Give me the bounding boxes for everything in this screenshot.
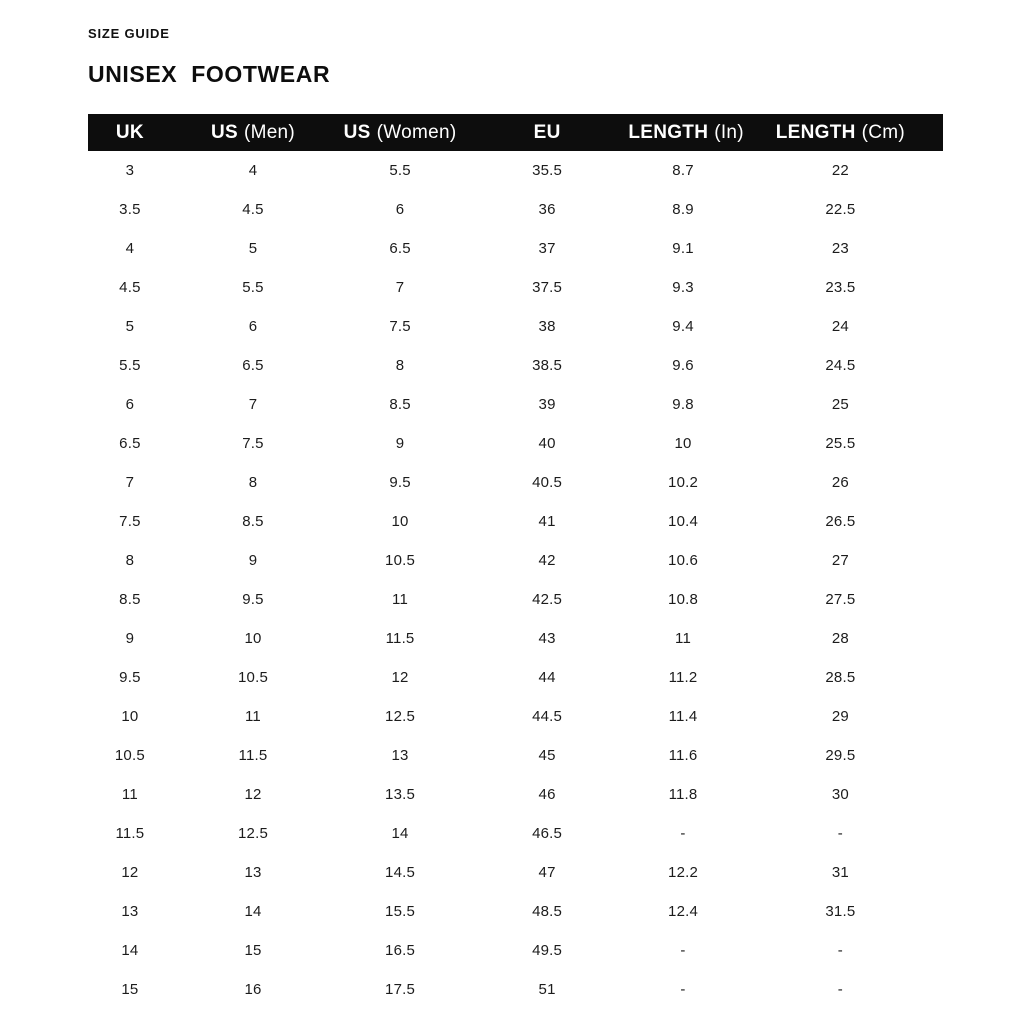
size-cell: 44 — [538, 669, 556, 686]
size-cell: 10.8 — [668, 591, 699, 608]
size-cell: 16 — [244, 981, 262, 998]
size-cell: 13 — [391, 747, 409, 764]
size-cell: 9.4 — [672, 318, 694, 335]
table-row — [88, 346, 943, 385]
size-cell: 8.9 — [672, 201, 694, 218]
size-cell: 29.5 — [825, 747, 856, 764]
size-cell: 5.5 — [119, 357, 141, 374]
size-cell: 4.5 — [242, 201, 264, 218]
size-cell: 15 — [244, 942, 262, 959]
size-cell: 11.6 — [668, 747, 698, 764]
size-cell: 28 — [831, 630, 849, 647]
size-cell: 22.5 — [825, 201, 856, 218]
size-cell: 43 — [538, 630, 556, 647]
size-cell: 12.4 — [668, 903, 699, 920]
size-cell: 4.5 — [119, 279, 141, 296]
column-header-length-in — [628, 114, 744, 151]
size-cell: 14 — [121, 942, 139, 959]
size-cell: 23 — [831, 240, 849, 257]
table-row — [88, 814, 943, 853]
table-row — [88, 775, 943, 814]
size-cell: 8.7 — [672, 162, 694, 179]
size-cell: 24.5 — [825, 357, 856, 374]
size-cell: 11.5 — [238, 747, 268, 764]
size-cell: 9.8 — [672, 396, 694, 413]
size-cell: 15.5 — [385, 903, 416, 920]
size-cell: 5 — [125, 318, 135, 335]
column-header-length-cm — [738, 114, 943, 151]
size-cell: 36 — [538, 201, 556, 218]
size-cell: 8.5 — [389, 396, 411, 413]
table-row — [88, 268, 943, 307]
size-cell: 25.5 — [825, 435, 856, 452]
size-cell: 10 — [121, 708, 139, 725]
size-cell: 11 — [675, 630, 692, 647]
size-cell: 22 — [831, 162, 849, 179]
size-cell: 28.5 — [825, 669, 856, 686]
size-cell: 3 — [125, 162, 135, 179]
size-cell: 47 — [538, 864, 556, 881]
table-row — [88, 931, 943, 970]
column-label: EU — [533, 121, 561, 143]
size-cell: 27 — [831, 552, 849, 569]
size-cell: 45 — [538, 747, 556, 764]
size-cell: 10.5 — [114, 747, 145, 764]
size-cell: 11 — [245, 708, 261, 725]
size-cell: 7 — [395, 279, 405, 296]
size-cell: 8.5 — [119, 591, 141, 608]
size-cell: 24 — [831, 318, 849, 335]
column-header-us-women — [334, 114, 466, 151]
size-cell: 30 — [831, 786, 849, 803]
size-cell: 39 — [538, 396, 556, 413]
size-cell: 11.8 — [668, 786, 698, 803]
size-cell: 42.5 — [532, 591, 563, 608]
column-label: US — [343, 121, 371, 143]
size-cell: 10 — [674, 435, 692, 452]
size-guide-eyebrow: SIZE GUIDE — [88, 26, 170, 41]
size-cell: 12 — [391, 669, 409, 686]
size-cell: 11 — [121, 786, 138, 803]
size-conversion-table — [88, 114, 943, 1009]
size-cell: - — [837, 942, 843, 959]
size-cell: 8 — [248, 474, 258, 491]
size-cell: 11 — [392, 591, 409, 608]
size-cell: 9 — [125, 630, 135, 647]
size-cell: 42 — [538, 552, 556, 569]
size-cell: 3.5 — [119, 201, 141, 218]
column-sublabel: (In) — [714, 121, 744, 143]
size-cell: 37 — [538, 240, 556, 257]
size-cell: 35.5 — [532, 162, 563, 179]
column-label: LENGTH — [628, 121, 709, 143]
table-row — [88, 463, 943, 502]
table-header-bar — [88, 114, 943, 151]
size-cell: 25 — [831, 396, 849, 413]
size-cell: 12.5 — [238, 825, 268, 842]
size-cell: 6 — [395, 201, 405, 218]
size-cell: 44.5 — [532, 708, 563, 725]
column-sublabel: (Men) — [243, 121, 296, 143]
size-cell: 23.5 — [825, 279, 856, 296]
size-cell: 12.5 — [385, 708, 416, 725]
size-cell: - — [837, 825, 843, 842]
size-cell: 9.1 — [672, 240, 694, 257]
size-cell: 5 — [248, 240, 258, 257]
size-cell: 9 — [395, 435, 405, 452]
size-cell: 13 — [121, 903, 139, 920]
table-row — [88, 736, 943, 775]
size-cell: 10.2 — [668, 474, 699, 491]
size-cell: 14.5 — [385, 864, 416, 881]
size-cell: 38 — [538, 318, 556, 335]
table-row — [88, 697, 943, 736]
size-cell: 46.5 — [532, 825, 563, 842]
size-cell: 6.5 — [389, 240, 411, 257]
size-cell: 9.5 — [242, 591, 264, 608]
size-cell: 15 — [121, 981, 139, 998]
size-cell: 12 — [244, 786, 262, 803]
size-cell: 9.5 — [119, 669, 141, 686]
table-row — [88, 502, 943, 541]
size-cell: 10 — [244, 630, 262, 647]
size-cell: 7.5 — [119, 513, 141, 530]
size-cell: 8 — [125, 552, 135, 569]
size-cell: 40 — [538, 435, 556, 452]
size-cell: 5.5 — [389, 162, 411, 179]
size-cell: 11.2 — [668, 669, 698, 686]
header-row — [88, 114, 943, 151]
table-row — [88, 190, 943, 229]
size-cell: - — [680, 981, 686, 998]
size-cell: 14 — [391, 825, 409, 842]
column-header-uk — [88, 114, 172, 151]
size-cell: 7.5 — [389, 318, 411, 335]
size-cell: 51 — [538, 981, 556, 998]
size-cell: 6.5 — [242, 357, 264, 374]
size-cell: 13.5 — [385, 786, 416, 803]
size-cell: 29 — [831, 708, 849, 725]
table-row — [88, 424, 943, 463]
size-cell: 8.5 — [242, 513, 264, 530]
size-cell: 13 — [244, 864, 262, 881]
table-row — [88, 229, 943, 268]
size-cell: 5.5 — [242, 279, 264, 296]
page-title: UNISEX FOOTWEAR — [88, 61, 331, 87]
size-cell: 6 — [125, 396, 135, 413]
size-cell: 38.5 — [532, 357, 563, 374]
column-header-us-men — [172, 114, 334, 151]
size-cell: 31.5 — [825, 903, 856, 920]
column-sublabel: (Cm) — [861, 121, 906, 143]
table-body — [88, 151, 943, 1009]
table-row — [88, 385, 943, 424]
size-cell: 6 — [248, 318, 258, 335]
size-cell: 31 — [831, 864, 849, 881]
table-row — [88, 853, 943, 892]
size-cell: 11.5 — [385, 630, 415, 647]
size-cell: 11.5 — [115, 825, 145, 842]
size-cell: 9.5 — [389, 474, 411, 491]
size-cell: 14 — [244, 903, 262, 920]
size-cell: 11.4 — [668, 708, 698, 725]
size-cell: - — [837, 981, 843, 998]
size-cell: 26 — [831, 474, 849, 491]
size-cell: 16.5 — [385, 942, 416, 959]
table-row — [88, 619, 943, 658]
size-cell: 4 — [125, 240, 135, 257]
size-cell: 8 — [395, 357, 405, 374]
size-cell: 26.5 — [825, 513, 856, 530]
size-cell: 17.5 — [385, 981, 416, 998]
size-cell: 46 — [538, 786, 556, 803]
size-cell: 9.6 — [672, 357, 694, 374]
table-row — [88, 580, 943, 619]
table-row — [88, 307, 943, 346]
column-label: US — [210, 121, 238, 143]
table-row — [88, 658, 943, 697]
size-cell: 49.5 — [532, 942, 563, 959]
table-row — [88, 892, 943, 931]
size-cell: 37.5 — [532, 279, 563, 296]
column-header-eu — [466, 114, 628, 151]
size-cell: 10.5 — [385, 552, 416, 569]
size-cell: 12.2 — [668, 864, 699, 881]
size-cell: 9.3 — [672, 279, 694, 296]
size-cell: 10.4 — [668, 513, 699, 530]
size-cell: 7 — [125, 474, 135, 491]
column-label: UK — [115, 121, 144, 143]
table-row — [88, 151, 943, 190]
size-cell: 10.6 — [668, 552, 699, 569]
size-cell: 12 — [121, 864, 139, 881]
size-cell: 10 — [391, 513, 409, 530]
size-cell: 6.5 — [119, 435, 141, 452]
column-label: LENGTH — [775, 121, 856, 143]
size-cell: 4 — [248, 162, 258, 179]
size-cell: 40.5 — [532, 474, 563, 491]
size-cell: 7.5 — [242, 435, 264, 452]
table-row — [88, 541, 943, 580]
size-cell: 9 — [248, 552, 258, 569]
size-cell: 48.5 — [532, 903, 563, 920]
size-cell: - — [680, 942, 686, 959]
size-cell: - — [680, 825, 686, 842]
table-row — [88, 970, 943, 1009]
column-sublabel: (Women) — [376, 121, 457, 143]
size-cell: 41 — [538, 513, 556, 530]
size-cell: 7 — [248, 396, 258, 413]
size-cell: 27.5 — [825, 591, 856, 608]
size-cell: 10.5 — [238, 669, 268, 686]
